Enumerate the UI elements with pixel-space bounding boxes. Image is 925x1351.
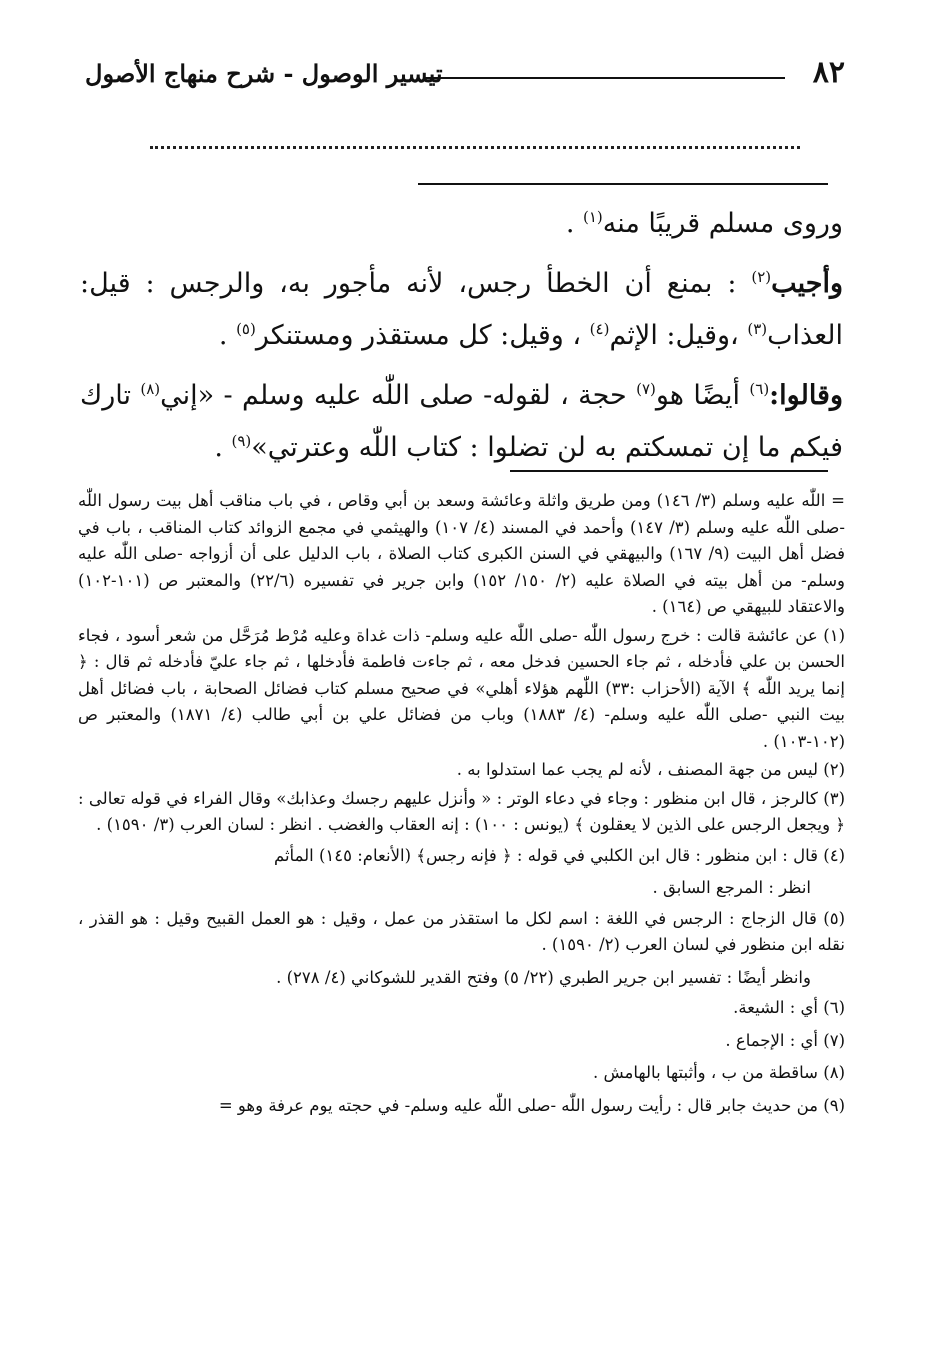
footnote-continuation: = اللّٰه عليه وسلم (٣/ ١٤٦) ومن طريق واثلة وعائشة وسعد بن أبي وقاص ، في باب مناقب أهل بيت رسول اللّٰه -صلى اللّٰه عليه وسلم (٣/ ١٤٧) وأحمد في المسند (٤/ ١٠٧) والهيثمي في مجمع الزوائد كتاب المناقب ، باب في فضل أهل البيت (٩/ ١٦٧) والبيهقي في السنن الكبرى كتاب الصلاة ، باب الدليل على أن أزواجه -صلى اللّٰه عليه وسلم- من أهل بيته في الصلاة عليه (٢/ ١٥٠/ ١٥٢) وابن جرير في تفسيره (٢٢/٦) والمعتبر ص (١٠١-١٠٢) والاعتقاد للبيهقي ص (١٦٤) . (78, 491, 845, 616)
footnote-2: (٢) ليس من جهة المصنف ، لأنه لم يجب عما استدلوا به . (456, 760, 845, 779)
paragraph-2-text-3: ، وقيل: كل مستقذر ومستنكر (255, 320, 590, 351)
footnote-6: (٦) أي : الشيعة. (733, 998, 845, 1017)
footnote-ref-7: (٧) (636, 380, 656, 398)
footnote-7: (٧) أي : الإجماع . (725, 1030, 845, 1050)
footnote-ref-3: (٣) (747, 320, 768, 338)
dotted-separator (150, 146, 800, 149)
footnote-ref-8: (٨) (140, 380, 161, 398)
footnote-4-continuation: انظر : المرجع السابق . (652, 878, 811, 897)
footnote-5-continuation: وانظر أيضًا : تفسير ابن جرير الطبري (٢٢/ ٥) وفتح القدير للشوكاني (٤/ ٢٧٨) . (276, 967, 811, 987)
footnote-9: (٩) من حديث جابر قال : رأيت رسول اللّٰه -صلى اللّٰه عليه وسلم- في حجته يوم عرفة وهو = (218, 1095, 845, 1115)
footnote-8: (٨) ساقطة من ب ، وأثبتها بالهامش . (593, 1063, 845, 1082)
paragraph-3-text-3: تارك فيكم ما إن تمسكتم به لن تضلوا : كتاب اللّٰه وعترتي» (80, 380, 843, 463)
paragraph-2-text-1: : بمنع أن الخطأ رجس، لأنه مأجور به، والرجس : قيل: العذاب (80, 268, 843, 351)
paragraph-3-lead: وقالوا: (769, 380, 843, 411)
header-rule (425, 77, 785, 79)
footnote-ref-1: (١) (582, 208, 603, 226)
footnote-ref-4: (٤) (589, 320, 610, 338)
paragraph-1 (80, 198, 843, 250)
paragraph-2-end: . (218, 320, 237, 351)
footnote-ref-9: (٩) (231, 432, 252, 450)
footnote-separator (510, 470, 828, 472)
paragraph-1-end: . (565, 208, 583, 239)
main-text (80, 198, 843, 474)
paragraph-3-text-2: حجة ، لقوله- صلى اللّٰه عليه وسلم - «إني (160, 380, 637, 411)
footnote-5: (٥) قال الزجاج : الرجس في اللغة : اسم لكل ما استقذر من عمل ، وقيل : هو العمل القبيح وقيل : هو القذر ، نقله ابن منظور في لسان العرب (٢/ ١٥٩٠) . (78, 908, 845, 954)
paragraph-2 (80, 258, 843, 362)
running-title: تيسير الوصول - شرح منهاج الأصول (85, 59, 443, 88)
page-number: ٨٢ (812, 55, 845, 90)
paragraph-3-text-1: أيضًا هو (655, 380, 750, 411)
footnote-ref-6: (٦) (749, 380, 770, 398)
footnote-ref-2: (٢) (751, 268, 772, 286)
paragraph-2-lead: وأجيب (771, 268, 843, 299)
footnote-3: (٣) كالرجز ، قال ابن منظور : وجاء في دعاء الوتر : « وأنزل عليهم رجسك وعذابك» وقال الفراء في قوله تعالى : ﴿ ويجعل الرجس على الذين لا يعقلون ﴾ (يونس : ١٠٠) : إنه العقاب والغضب . انظر : لسان العرب (٣/ ١٥٩٠) . (78, 788, 845, 834)
paragraph-3-end: . (214, 432, 232, 463)
footnotes (78, 488, 845, 1125)
footnote-1: (١) عن عائشة قالت : خرج رسول اللّٰه -صلى اللّٰه عليه وسلم- ذات غداة وعليه مُرْط مُرَحَّل من شعر أسود ، فجاء الحسن بن علي فأدخله ، ثم جاء الحسين فدخل معه ، ثم جاءت فاطمة فأدخلها ، ثم جاء عليّ فأدخله ثم قال : ﴿ إنما يريد اللّٰه ﴾ الآية (الأحزاب :٣٣) اللّٰهم هؤلاء أهلي» في صحيح مسلم كتاب فضائل الصحابة ، باب فضائل أهل بيت النبي -صلى اللّٰه عليه وسلم- (٤/ ١٨٨٣) وباب من فضائل علي بن أبي طالب (٤/ ١٨٧١) والمعتبر ص (١٠٢-١٠٣) . (78, 625, 845, 751)
paragraph-2-text-2: ،وقيل: الإثم (609, 320, 748, 351)
paragraph-3 (80, 370, 843, 474)
section-rule (418, 183, 828, 185)
footnote-ref-5: (٥) (236, 320, 256, 338)
footnote-4: (٤) قال : ابن منظور : قال ابن الكلبي في قوله : ﴿ فإنه رجس﴾ (الأنعام: ١٤٥) المأثم (273, 845, 845, 865)
paragraph-1-text: وروى مسلم قريبًا منه (602, 208, 843, 239)
